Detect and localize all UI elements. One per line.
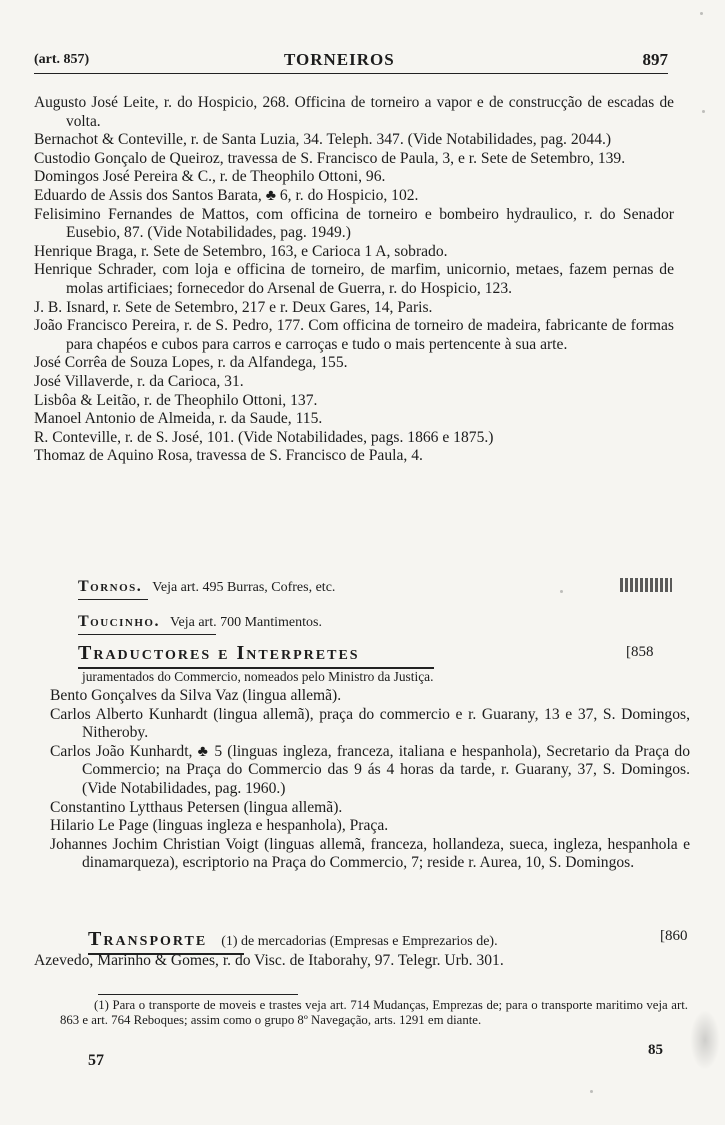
speck [700, 12, 703, 15]
list-item: João Francisco Pereira, r. de S. Pedro, 177. Com officina de torneiro de madeira, fabricante de formas para chapéos e cubos para carros e carroças e tudo o mais pertencente à sua arte. [34, 317, 674, 353]
list-item: José Corrêa de Souza Lopes, r. da Alfandega, 155. [34, 354, 348, 372]
page-number: 897 [642, 50, 668, 69]
list-item: Henrique Schrader, com loja e officina de torneiro, de marfim, unicornio, metaes, fazem pernas de molas artificiaes; fornecedor do Arsenal de Guerra, r. do Hospicio, 123. [34, 261, 674, 297]
list-item: Felisimino Fernandes de Mattos, com officina de torneiro e bombeiro hydraulico, r. do Senador Eusebio, 87. (Vide Notabilidades, pag. 1949.) [34, 205, 674, 242]
traductores-marker: [858 [626, 644, 654, 660]
toucinho-underline [78, 634, 216, 635]
printer-mark: 85 [648, 1042, 663, 1058]
list-item: Bernachot & Conteville, r. de Santa Luzia, 34. Teleph. 347. (Vide Notabilidades, pag. 2044.) [34, 131, 612, 149]
traductores-intro: juramentados do Commercio, nomeados pelo Ministro da Justiça. [82, 669, 434, 684]
speck [590, 1090, 593, 1093]
speck [560, 590, 563, 593]
list-item: José Villaverde, r. da Carioca, 31. [34, 372, 244, 390]
list-item: Carlos João Kunhardt, ♣ 5 (linguas ingleza, franceza, italiana e hespanhola), Secretario da Praça do Commercio; na Praça do Commercio das 9 ás 4 horas da tarde, r. Guarany, 37, S. Domingos. (Vide Notabilidades, pag. 1960.) [50, 742, 690, 797]
traductores-list [50, 668, 690, 873]
signature-number: 57 [88, 1052, 104, 1069]
list-item: Bento Gonçalves da Silva Vaz (lingua allemã). [50, 687, 342, 704]
torneiros-list [34, 94, 674, 466]
transporte-note: (1) de mercadorias (Empresas e Emprezarios de). [221, 934, 498, 949]
tornos-underline [78, 599, 148, 600]
list-item: Custodio Gonçalo de Queiroz, travessa de S. Francisco de Paula, 3, e r. Sete de Setembro, 139. [34, 149, 626, 167]
list-item: Johannes Jochim Christian Voigt (linguas allemã, franceza, hollandeza, sueca, ingleza, hespanhola e dinamarqueza), escriptorio na Praça do Commercio, 7; reside r. Aurea, 10, S. Domingos. [50, 835, 690, 872]
toucinho-reference: Veja art. 700 Mantimentos. [169, 615, 322, 630]
toucinho-section [78, 613, 674, 635]
footnote: (1) Para o transporte de moveis e trastes veja art. 714 Mudanças, Emprezas de; para o transporte maritimo veja art. 863 e art. 764 Reboques; assim como o grupo 8º Navegação, arts. 1291 em diante. [60, 998, 688, 1028]
list-item: Constantino Lytthaus Petersen (lingua allemã). [50, 798, 343, 816]
header-rule [34, 73, 668, 74]
list-item: R. Conteville, r. de S. José, 101. (Vide Notabilidades, pags. 1866 e 1875.) [34, 428, 494, 446]
transporte-entry: Azevedo, Marinho & Gomes, r. do Visc. de Itaborahy, 97. Telegr. Urb. 301. [34, 952, 504, 969]
list-item: Henrique Braga, r. Sete de Setembro, 163, e Carioca 1 A, sobrado. [34, 242, 448, 260]
list-item: Carlos Alberto Kunhardt (lingua allemã), praça do commercio e r. Guarany, 13 e 37, S. Domingos, Nitheroby. [50, 705, 690, 742]
list-item: Lisbôa & Leitão, r. de Theophilo Ottoni, 137. [34, 391, 318, 409]
list-item: Manoel Antonio de Almeida, r. da Saude, 115. [34, 410, 323, 428]
transporte-marker: [860 [660, 928, 688, 944]
list-item: J. B. Isnard, r. Sete de Setembro, 217 e r. Deux Gares, 14, Paris. [34, 298, 433, 316]
page-header [34, 50, 668, 72]
toucinho-heading: Toucinho. [78, 613, 160, 630]
transporte-heading: Transporte [88, 928, 208, 950]
list-item: Thomaz de Aquino Rosa, travessa de S. Francisco de Paula, 4. [34, 447, 423, 465]
traductores-heading: Traductores e Interpretes [78, 642, 360, 664]
list-item: Domingos José Pereira & C., r. de Theophilo Ottoni, 96. [34, 168, 386, 186]
tornos-reference: Veja art. 495 Burras, Cofres, etc. [152, 580, 336, 595]
page-title: TORNEIROS [284, 50, 395, 69]
tornos-heading: Tornos. [78, 578, 143, 595]
footnote-rule [98, 994, 298, 995]
article-reference: (art. 857) [34, 52, 90, 67]
tornos-section [78, 578, 674, 600]
paper-stain [690, 1010, 720, 1070]
list-item: Hilario Le Page (linguas ingleza e hespanhola), Praça. [50, 817, 389, 835]
speck [702, 110, 705, 113]
transporte-section [88, 928, 698, 951]
list-item: Eduardo de Assis dos Santos Barata, ♣ 6, r. do Hospicio, 102. [34, 186, 419, 204]
ornament-icon [620, 578, 672, 592]
list-item: Augusto José Leite, r. do Hospicio, 268. Officina de torneiro a vapor e de construcção de escadas de volta. [34, 94, 674, 130]
